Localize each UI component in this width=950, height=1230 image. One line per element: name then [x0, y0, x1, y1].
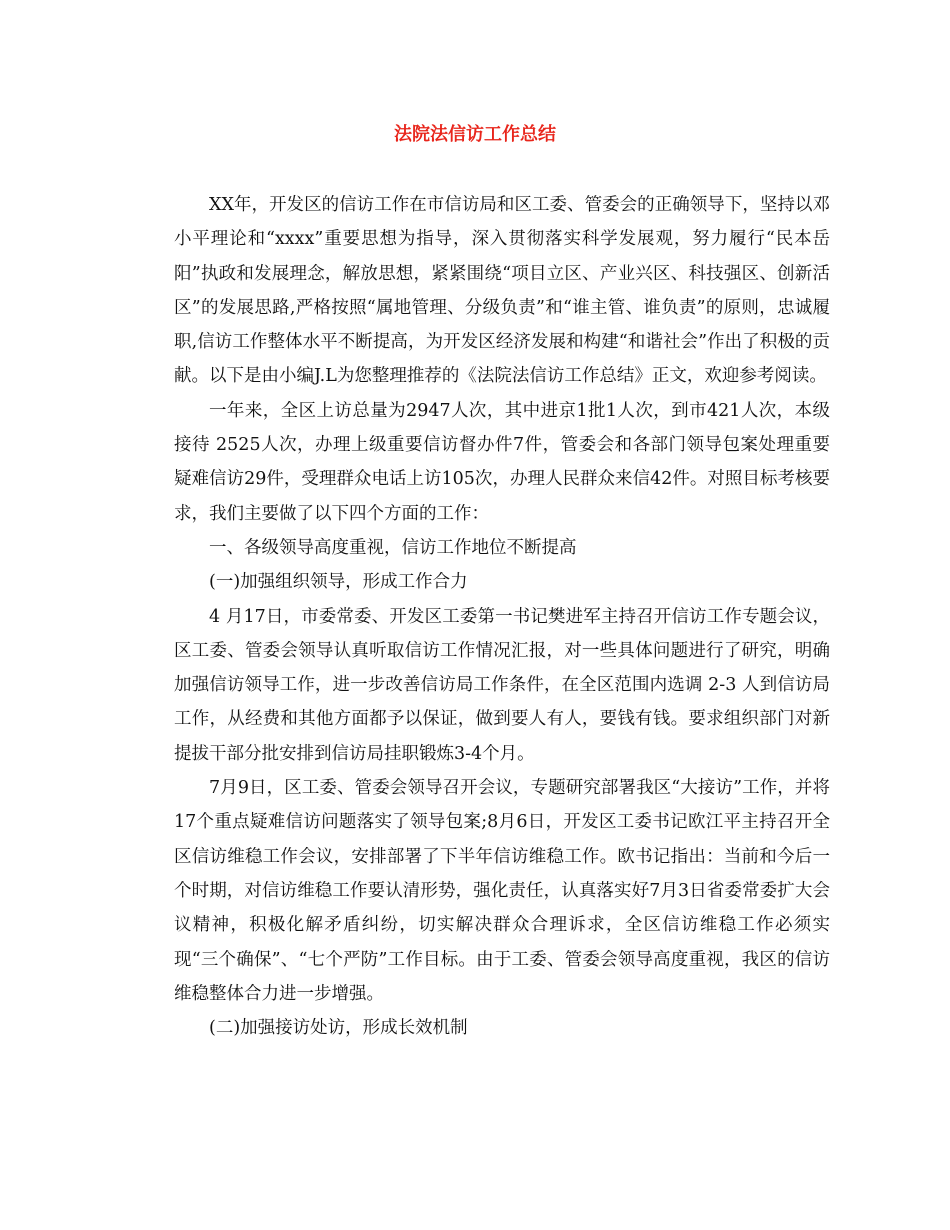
paragraph-july-meeting: 7月9日，区工委、管委会领导召开会议，专题研究部署我区“大接访”工作，并将17个重点疑难信访问题落实了领导包案;8月6日，开发区工委书记欧江平主持召开全区信访维稳工作会议，安排部署了下半年信访维稳工作。欧书记指出：当前和今后一个时期，对信访维稳工作要认清形势，强化责任，认真落实好7月3日省委常委扩大会议精神，积极化解矛盾纠纷，切实解决群众合理诉求，全区信访维稳工作必须实现“三个确保”、“七个严防”工作目标。由于工委、管委会领导高度重视，我区的信访维稳整体合力进一步增强。 — [174, 778, 830, 1004]
paragraph-april-meeting: 4 月17日，市委常委、开发区工委第一书记樊进军主持召开信访工作专题会议，区工委、管委会领导认真听取信访工作情况汇报，对一些具体问题进行了研究，明确加强信访领导工作，进一步改善信访局工作条件，在全区范围内选调 2-3 人到信访局工作，从经费和其他方面都予以保证，做到要人有人，要钱有钱。要求组织部门对新提拔干部分批安排到信访局挂职锻炼3-4个月。 — [174, 606, 830, 764]
paragraph-intro: XX年，开发区的信访工作在市信访局和区工委、管委会的正确领导下，坚持以邓小平理论和“xxxx”重要思想为指导，深入贯彻落实科学发展观，努力履行“民本岳阳”执政和发展理念，解放思想，紧紧围绕“项目立区、产业兴区、科技强区、创新活区”的发展思路,严格按照“属地管理、分级负责”和“谁主管、谁负责”的原则，忠诚履职,信访工作整体水平不断提高，为开发区经济发展和构建“和谐社会”作出了积极的贡献。以下是由小编J.L为您整理推荐的《法院法信访工作总结》正文，欢迎参考阅读。 — [174, 195, 830, 387]
document-title: 法院法信访工作总结 — [394, 124, 556, 145]
section-heading-1: 一、各级领导高度重视，信访工作地位不断提高 — [209, 537, 577, 558]
subsection-heading-2: (二)加强接访处访，形成长效机制 — [209, 1018, 468, 1039]
paragraph-statistics: 一年来，全区上访总量为2947人次，其中进京1批1人次，到市421人次，本级接待 2525人次，办理上级重要信访督办件7件，管委会和各部门领导包案处理重要疑难信访29件，受理群众电话上访105次，办理人民群众来信42件。对照目标考核要求，我们主要做了以下四个方面的工作： — [174, 400, 830, 524]
subsection-heading-1: (一)加强组织领导，形成工作合力 — [209, 572, 468, 593]
document-body — [174, 188, 830, 1045]
